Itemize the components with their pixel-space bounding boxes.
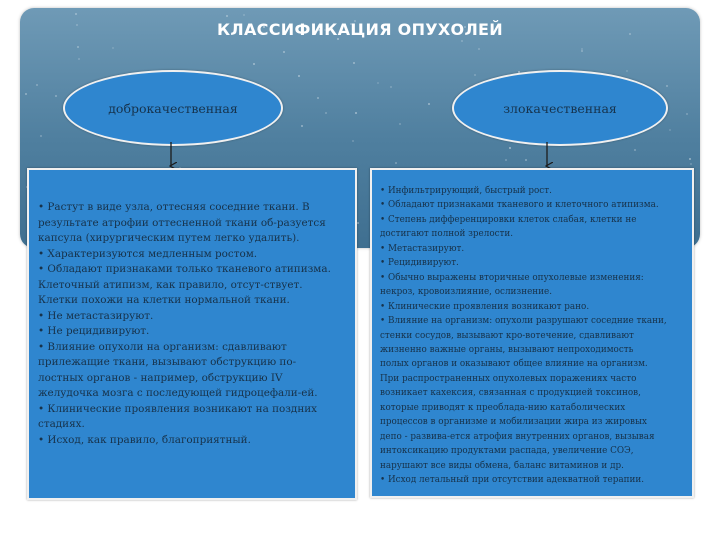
- malignant-text-line: нарушают все виды обмена, баланс витаминов и др.: [380, 460, 624, 471]
- benign-text-line: • Не рецидивируют.: [38, 325, 150, 337]
- benign-text-line: результате атрофии оттесненной ткани об-разуется: [38, 216, 326, 229]
- node-malignant-label: злокачественная: [503, 100, 617, 116]
- malignant-text-line: некроз, кровоизлияние, ослизнение.: [380, 287, 553, 298]
- benign-text-line: лостных органов - например, обструкцию IV: [38, 371, 283, 384]
- benign-description-box: [27, 168, 357, 500]
- malignant-text-line: • Влияние на организм: опухоли разрушают соседние ткани,: [380, 316, 667, 327]
- malignant-text-line: • Инфильтрирующий, быстрый рост.: [380, 186, 552, 196]
- malignant-text-line: • Рецидивируют.: [380, 258, 459, 269]
- benign-text-line: Клеточный атипизм, как правило, отсут-ствует.: [38, 278, 303, 291]
- benign-text-line: • Исход, как правило, благоприятный.: [38, 433, 251, 446]
- malignant-text-line: стенки сосудов, вызывают кро-вотечение, сдавливают: [380, 330, 634, 341]
- malignant-text-line: • Исход летальный при отсутствии адекватной терапии.: [380, 475, 644, 486]
- malignant-text-line: жизненно важные органы, вызывают непроходимость: [380, 344, 634, 355]
- malignant-text-line: • Степень дифференцировки клеток слабая, клетки не: [380, 214, 637, 225]
- node-benign-label: доброкачественная: [108, 100, 238, 116]
- malignant-text-line: достигают полной зрелости.: [380, 229, 514, 240]
- malignant-text-line: • Обычно выражены вторичные опухолевые изменения:: [380, 272, 644, 283]
- benign-text-line: • Не метастазируют.: [38, 309, 154, 322]
- malignant-text-line: которые приводят к преоблада-нию катаболических: [380, 402, 626, 413]
- benign-text-line: желудочка мозга с последующей гидроцефали-ей.: [38, 387, 318, 399]
- malignant-text-line: процессов в организме и мобилизации жира из жировых: [380, 417, 647, 428]
- malignant-text-line: При распространенных опухолевых поражениях часто: [380, 373, 637, 384]
- benign-text-line: • Клинические проявления возникают на поздних: [38, 402, 318, 415]
- benign-text-line: стадиях.: [38, 418, 85, 430]
- benign-text-line: капсула (хирургическим путем легко удалить).: [38, 232, 300, 244]
- malignant-text-line: интоксикацию продуктами распада, увеличение СОЭ,: [380, 446, 634, 457]
- diagram-title: КЛАССИФИКАЦИЯ ОПУХОЛЕЙ: [217, 20, 503, 39]
- malignant-text-line: • Обладают признаками тканевого и клеточного атипизма.: [380, 200, 659, 211]
- benign-text-line: • Характеризуются медленным ростом.: [38, 247, 258, 260]
- malignant-text-line: • Метастазируют.: [380, 243, 465, 254]
- benign-text-line: прилежащие ткани, вызывают обструкцию по-: [38, 356, 297, 368]
- malignant-text-line: • Клинические проявления возникают рано.: [380, 301, 590, 312]
- malignant-text-line: депо - развива-ется атрофия внутренних органов, вызывая: [380, 431, 655, 442]
- benign-text-line: Клетки похожи на клетки нормальной ткани.: [38, 294, 290, 306]
- malignant-text-line: возникает кахексия, связанная с продукцией токсинов,: [380, 388, 641, 399]
- malignant-description-box: [370, 168, 694, 498]
- benign-text-line: • Влияние опухоли на организм: сдавливают: [38, 340, 287, 353]
- benign-text-line: • Обладают признаками только тканевого атипизма.: [38, 263, 331, 275]
- benign-text-line: • Растут в виде узла, оттесняя соседние ткани. В: [38, 201, 310, 213]
- malignant-text-line: полых органов и оказывают общее влияние на организм.: [380, 359, 648, 370]
